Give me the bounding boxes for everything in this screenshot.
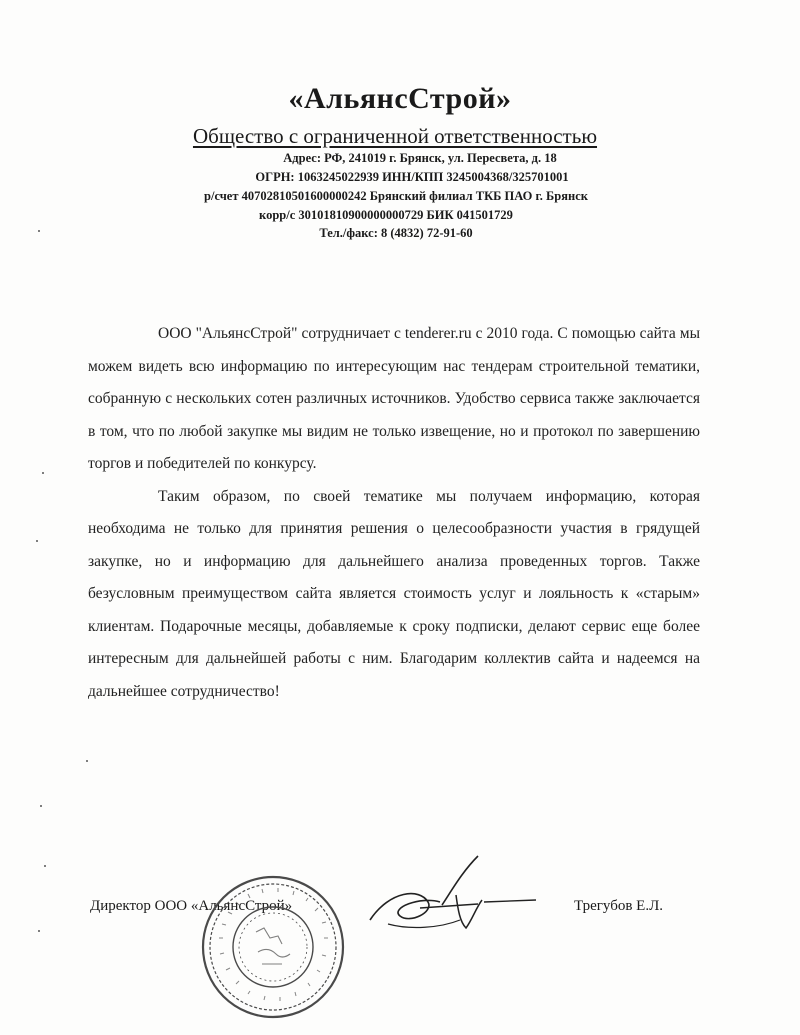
scan-speck bbox=[42, 472, 44, 474]
company-stamp-icon bbox=[198, 872, 348, 1022]
company-bank-account: р/счет 40702810501600000242 Брянский филиал ТКБ ПАО г. Брянск bbox=[204, 189, 588, 203]
company-address: Адрес: РФ, 241019 г. Брянск, ул. Пересвета, д. 18 bbox=[283, 151, 557, 165]
signature-icon bbox=[360, 850, 540, 940]
company-name: «АльянсСтрой» bbox=[288, 82, 512, 115]
scan-speck bbox=[36, 540, 38, 542]
body-paragraph-1: ООО "АльянсСтрой" сотрудничает с tenderer.ru с 2010 года. С помощью сайта мы можем видеть всю информацию по интересующим нас тендерам строительной тематики, собранную с нескольких сотен различных источников. Удобство сервиса также заключается в том, что по любой закупке мы видим не только извещение, но и протокол по завершению торгов и победителей по конкурсу. bbox=[88, 325, 700, 472]
company-phone: Тел./факс: 8 (4832) 72-91-60 bbox=[319, 226, 473, 240]
scan-speck bbox=[38, 930, 40, 932]
signer-position: Директор ООО «АльянсСтрой» bbox=[90, 898, 293, 914]
letter-body bbox=[88, 318, 700, 708]
scan-speck bbox=[86, 760, 88, 762]
body-paragraph-2: Таким образом, по своей тематике мы получаем информацию, которая необходима не только для принятия решения о целесообразности участия в грядущей закупке, но и информацию для дальнейшего анализа проведенных торгов. Также безусловным преимуществом сайта является стоимость услуг и лояльность к «старым» клиентам. Подарочные месяцы, добавляемые к сроку подписки, делают сервис еще более интересным для дальнейшей работы с ним. Благодарим коллектив сайта и надеемся на дальнейшее сотрудничество! bbox=[88, 487, 700, 700]
company-ogrn-inn: ОГРН: 1063245022939 ИНН/КПП 3245004368/325701001 bbox=[255, 170, 569, 184]
signer-name: Трегубов Е.Л. bbox=[574, 898, 664, 914]
scan-speck bbox=[40, 805, 42, 807]
company-legal-form: Общество с ограниченной ответственностью bbox=[192, 124, 598, 148]
scan-speck bbox=[44, 865, 46, 867]
company-corr-account: корр/с 30101810900000000729 БИК 041501729 bbox=[259, 208, 513, 222]
